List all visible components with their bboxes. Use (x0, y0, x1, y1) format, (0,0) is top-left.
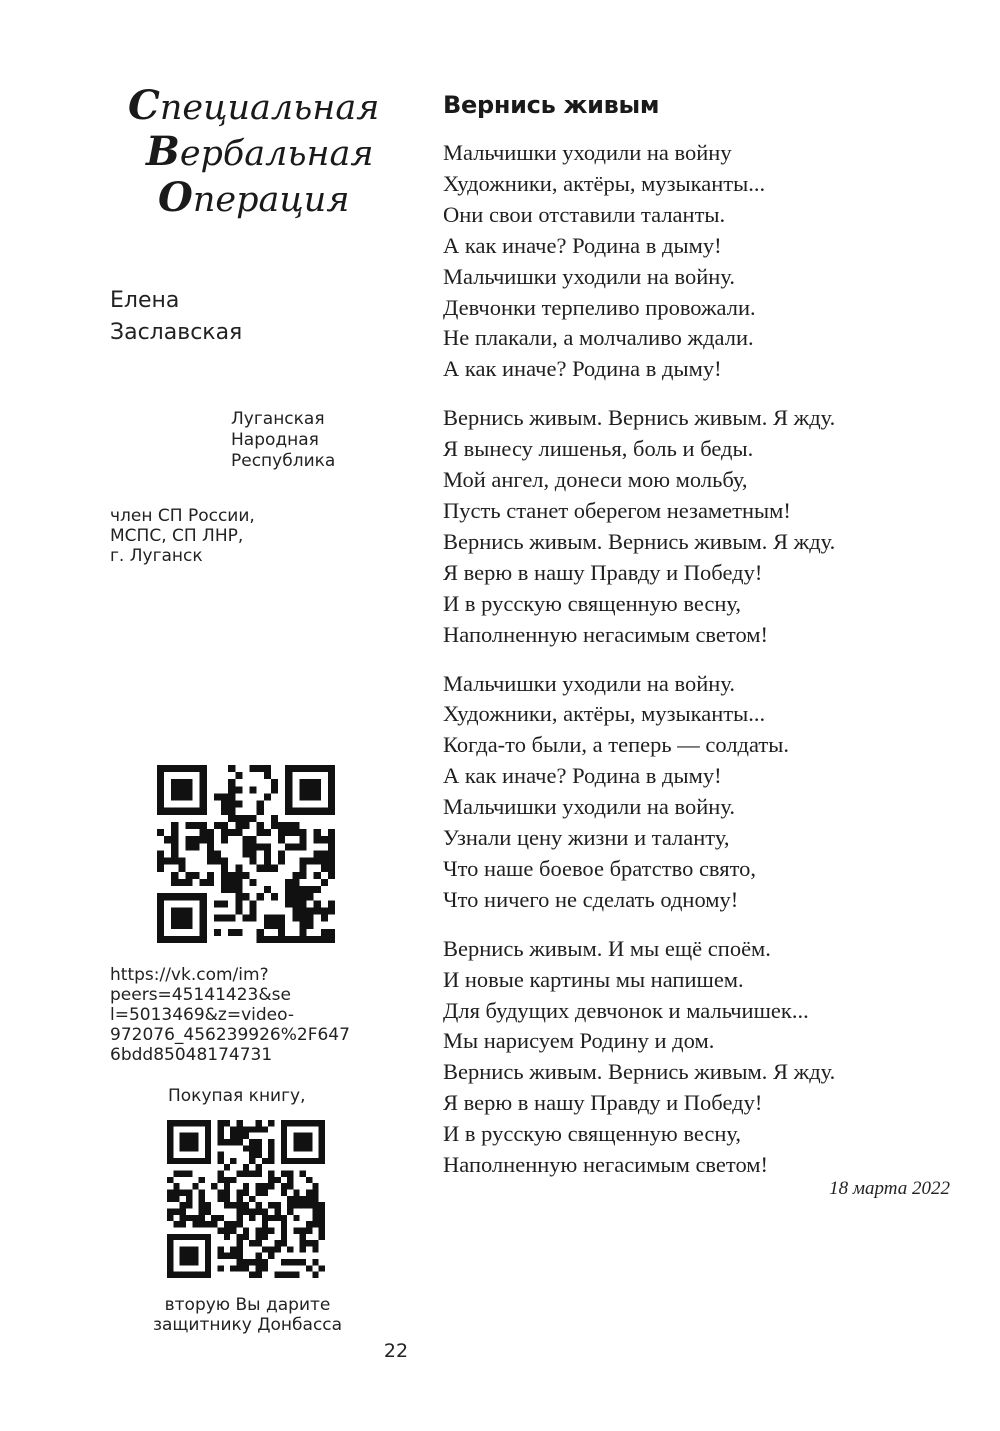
poem-title: Вернись живым (443, 91, 660, 119)
poem-stanza (443, 669, 963, 916)
region-line: Народная (231, 430, 319, 450)
poem-line: Вернись живым. И мы ещё споём. (443, 935, 771, 961)
poem-line: И новые картины мы напишем. (443, 966, 744, 992)
page-number: 22 (383, 1340, 409, 1362)
poem-line: Мой ангел, донеси мою мольбу, (443, 467, 748, 493)
author-last-name: Заславская (110, 320, 243, 345)
video-link-line: peers=45141423&se (110, 985, 291, 1005)
video-link-line: l=5013469&z=video- (110, 1005, 294, 1025)
video-link[interactable] (110, 965, 350, 1065)
poem-date: 18 марта 2022 (829, 1178, 950, 1199)
poem-line: Узнали цену жизни и таланту, (443, 825, 730, 851)
author-membership (110, 506, 255, 566)
poem-stanza (443, 934, 963, 1181)
poem-line: Мальчишки уходили на войну. (443, 670, 735, 696)
region-line: Луганская (231, 409, 325, 429)
poem-line: Художники, актёры, музыканты... (443, 170, 766, 196)
poem-line: Мальчишки уходили на войну. (443, 263, 735, 289)
series-title-line: Операция (158, 174, 350, 221)
video-link-line: 972076_456239926%2F647 (110, 1025, 350, 1045)
poem-line: Что ничего не сделать одному! (443, 886, 739, 912)
poem-line: Наполненную негасимым светом! (443, 621, 768, 647)
buy-note: Покупая книгу, (168, 1086, 306, 1106)
poem-line: Мальчишки уходили на войну (443, 140, 732, 165)
membership-line: г. Луганск (110, 546, 203, 566)
poem-line: И в русскую священную весну, (443, 1121, 742, 1147)
poem-line: Я верю в нашу Правду и Победу! (443, 559, 763, 585)
series-title-line: Вербальная (146, 128, 374, 175)
gift-note (125, 1295, 370, 1335)
poem-line: Я верю в нашу Правду и Победу! (443, 1090, 763, 1116)
poem-line: Вернись живым. Вернись живым. Я жду. (443, 405, 836, 431)
poem-line: Вернись живым. Вернись живым. Я жду. (443, 528, 836, 554)
poem-line: Пусть станет оберегом незаметным! (443, 497, 791, 523)
series-title (128, 84, 388, 222)
poem-line: Для будущих девчонок и мальчишек... (443, 997, 809, 1023)
poem-line: Вернись живым. Вернись живым. Я жду. (443, 1059, 836, 1085)
region-line: Республика (231, 451, 336, 471)
gift-note-line: защитнику Донбасса (152, 1315, 343, 1335)
poem-line: Они свои отставили таланты. (443, 201, 726, 227)
gift-note-line: вторую Вы дарите (164, 1295, 331, 1315)
membership-line: МСПС, СП ЛНР, (110, 526, 244, 546)
video-link-line: 6bdd85048174731 (110, 1045, 273, 1065)
author-region (231, 409, 335, 472)
poem-line: Девчонки терпеливо провожали. (443, 294, 756, 320)
author-name (110, 285, 242, 349)
video-link-line: https://vk.com/im? (110, 965, 269, 985)
qr-code-icon[interactable] (167, 1120, 325, 1278)
author-first-name: Елена (110, 288, 180, 313)
series-title-line: Специальная (128, 82, 380, 129)
poem-line: А как иначе? Родина в дыму! (443, 232, 722, 258)
poem-stanza (443, 403, 963, 650)
poem-line: А как иначе? Родина в дыму! (443, 356, 722, 382)
poem-line: Художники, актёры, музыканты... (443, 701, 766, 727)
poem-line: Я вынесу лишенья, боль и беды. (443, 436, 754, 462)
poem-line: Что наше боевое братство свято, (443, 855, 757, 881)
poem-line: Наполненную негасимым светом! (443, 1152, 768, 1178)
membership-line: член СП России, (110, 506, 255, 526)
poem-line: Мальчишки уходили на войну. (443, 794, 735, 820)
qr-code-icon[interactable] (157, 765, 335, 943)
poem-line: Мы нарисуем Родину и дом. (443, 1028, 715, 1054)
poem-stanza (443, 138, 963, 385)
poem-line: Когда-то были, а теперь — солдаты. (443, 732, 789, 758)
poem-line: Не плакали, а молчаливо ждали. (443, 325, 754, 351)
poem-line: И в русскую священную весну, (443, 590, 742, 616)
poem-line: А как иначе? Родина в дыму! (443, 763, 722, 789)
poem-body (443, 138, 963, 1199)
